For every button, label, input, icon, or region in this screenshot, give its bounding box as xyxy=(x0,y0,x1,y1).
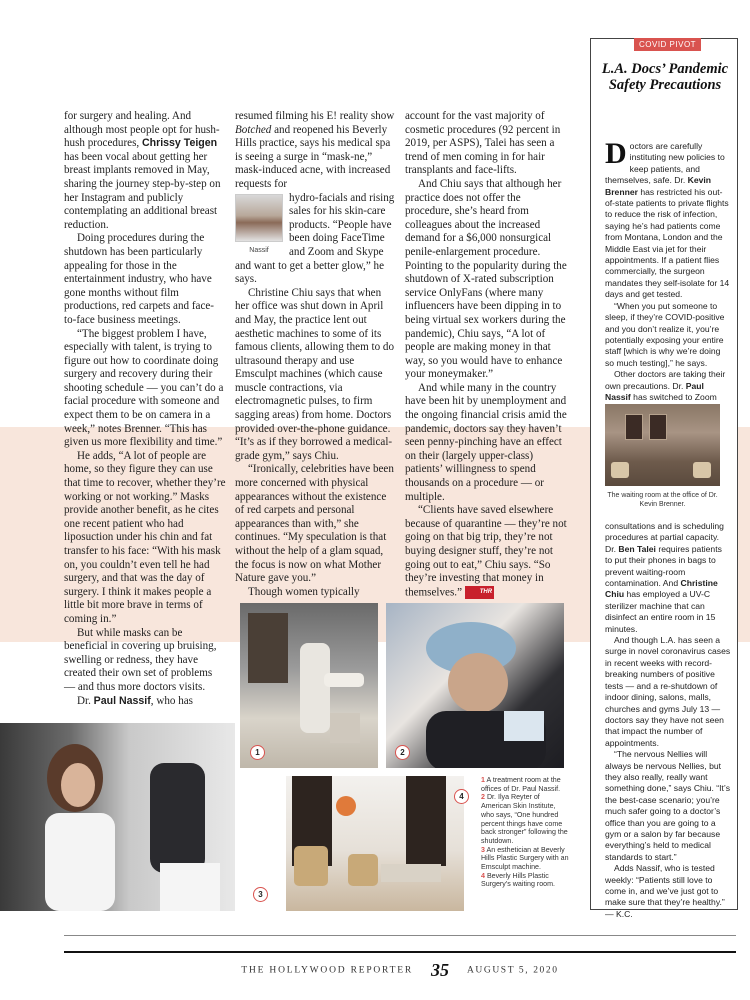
paragraph: And though L.A. has seen a surge in novel coronavirus cases in recent weeks with record-breaking numbers of positive tests — and a re-shutdown of indoor dining, salons, malls, churches and gyms July 13 — doctors say they have not seen that impact the number of appointments. xyxy=(605,635,731,748)
col2-paragraph-0-cont: hydro-facials and rising sales for his skin-care products. “People have been doing FaceTime and Zoom and Skype and want to get a better glow,” he says. xyxy=(235,191,395,286)
article-column-3 xyxy=(405,110,567,600)
photo-number-4: 4 xyxy=(454,789,469,804)
article-column-2 xyxy=(235,110,395,599)
paragraph: Adds Nassif, who is tested weekly: “Patients still love to come in, and we’ve just got to make sure that they’re healthy.” — K.C. xyxy=(605,863,725,919)
end-mark: THR xyxy=(465,586,494,600)
photo-caption-4: 4 Beverly Hills Plastic Surgery’s waiting room. xyxy=(481,871,555,889)
doctor-illustration xyxy=(386,603,564,768)
paragraph: And Chiu says that although her practice does not offer the procedure, she’s heard from colleagues about the increased demand for a $6,000 nonsurgical penile-enlargement procedure. Pointing to the popularity during the shutdown of X-rated subscription service OnlyFans (where many influencers have been dipping in to being virtual sex workers during the pandemic), Chiu says, “A lot of people are making money in that way, so you would have to enhance your moneymaker.” xyxy=(405,177,567,381)
footer-rule xyxy=(64,951,736,953)
wall-art xyxy=(625,414,643,440)
wall-art xyxy=(649,414,667,440)
paragraph: But while masks can be beneficial in covering up bruising, swelling or redness, they have created their own set of problems — and thus more doctors visits. xyxy=(64,626,217,693)
footer-rule-thin xyxy=(64,935,736,936)
waiting-room-caption: The waiting room at the office of Dr. Kevin Brenner. xyxy=(607,492,718,508)
photo-caption-2: 2 Dr. Ilya Reyter of American Skin Institute, who says, “One hundred percent things have come back stronger” following the shutdown. xyxy=(481,793,568,845)
headshot-caption: Nassif xyxy=(249,246,269,254)
page-number: 35 xyxy=(430,960,449,980)
paragraph: Dr. Paul Nassif, who has xyxy=(77,694,193,707)
chair-shape xyxy=(693,462,711,478)
sidebar-text-1 xyxy=(605,137,731,403)
paragraph: “Clients have saved elsewhere because of quarantine — they’re not going on that big trip, they’re not buying designer stuff, they’re not going out to eat,” Chiu says. “So they’re investing that money in themselves.” THR xyxy=(405,504,567,599)
paragraph: account for the vast majority of cosmetic procedures (92 percent in 2019, per ASPS), Talei has seen a trend of men coming in for hair transplants and face-lifts. xyxy=(405,110,561,177)
publication-name: THE HOLLYWOOD REPORTER xyxy=(241,965,413,976)
sidebar-tag: COVID PIVOT xyxy=(634,38,701,51)
article-column-1 xyxy=(64,110,226,708)
paragraph: “Ironically, celebrities have been more concerned with physical appearances without the existence of red carpets and personal appearances than with,” she continues. “My speculation is that without the help of a glam squad, the focus is now on what Mother Nature gave you.” xyxy=(235,463,394,585)
page-footer xyxy=(64,960,736,981)
paragraph: Christine Chiu says that when her office was shut down in April and May, the practice lent out aesthetic machines to some of its famous clients, allowing them to do ultrasound therapy and use Emsculpt machines (which cause muscle contractions, via electromagnetic pulses, to firm sagging areas) from home. Doctors provided over-the-phone guidance. “It’s as if they borrowed a medical-grade gym,” says Chiu. xyxy=(235,286,394,462)
col2-paragraph-0: resumed filming his E! reality show Botched and reopened his Beverly Hills practice, says his medical spa is seeing a surge in “mask-ne,” mask-induced acne, with increased requests for xyxy=(235,110,395,190)
paragraph: consultations and is scheduling procedures at partial capacity. Dr. Ben Talei requires patients to put their phones in bags to prevent waiting-room contamination. And Christine Chiu has employed a UV-C sterilizer machine that can disinfect an entire room in 15 minutes. xyxy=(605,521,724,634)
photo-number-2: 2 xyxy=(395,745,410,760)
waiting-room-photo-2 xyxy=(286,776,464,911)
chair-shape xyxy=(611,462,629,478)
treatment-room-photo xyxy=(240,603,378,768)
photo-number-3: 3 xyxy=(253,887,268,902)
drop-cap: D xyxy=(605,137,627,170)
treatment-chair-illustration xyxy=(240,603,378,768)
paragraph: Doing procedures during the shutdown has been particularly appealing for those in the entertainment industry, who have gone months without film productions, red carpets and face-to-face business meetings. xyxy=(64,232,215,326)
waiting-room-photo xyxy=(605,404,720,486)
sidebar-text-2 xyxy=(605,521,731,920)
waiting-room-illustration xyxy=(286,776,464,911)
doctor-photo xyxy=(386,603,564,768)
paragraph: Though women typically xyxy=(248,585,360,598)
paragraph: And while many in the country have been hit by unemployment and the ongoing financial crisis amid the pandemic, doctors say they haven’t seen penny-pinching have an effect on their (largely upper-class) patients’ willingness to spend thousands on a procedure — or multiple. xyxy=(405,381,567,503)
photo-caption-1: 1 A treatment room at the offices of Dr. Paul Nassif. xyxy=(481,776,561,793)
paragraph: Other doctors are taking their own precautions. Dr. Paul Nassif has switched to Zoom xyxy=(605,369,726,402)
paragraph: “The nervous Nellies will always be nervous Nellies, but they also really, really want something done,” says Chiu. “It’s the best-case scenario; you’re much safer going to a doctor’s office than you are going to a gym or a salon by far because everything’s held to medical standards to start.” xyxy=(605,749,730,862)
nassif-headshot xyxy=(235,194,283,258)
photo-number-1: 1 xyxy=(250,745,265,760)
paragraph: “When you put someone to sleep, if they’re COVID-positive and you don’t realize it, you’re potentially exposing your entire staff [which is why we’re doing so much testing],” he says. xyxy=(605,300,725,368)
nassif-photo xyxy=(235,194,283,242)
paragraph: octors are carefully instituting new policies to keep patients, and themselves, safe. Dr. Kevin Brenner has restricted his out-of-state patients to private flights to reduce the risk of infection, saying he’s had patients come from Montana, London and the Middle East via jet for their appointments. If a patient flies commercially, the surgeon mandates they self-isolate for 14 days and get tested. xyxy=(605,141,730,300)
photo-caption-3: 3 An esthetician at Beverly Hills Plastic Surgery with an Emsculpt machine. xyxy=(481,845,569,872)
paragraph: “The biggest problem I have, especially with talent, is trying to figure out how to coordinate doing surgery and recovery during their shooting schedule — you can’t do a facial procedure with someone and expect them to be on camera in a week,” notes Brenner. “This has given us more flexibility and time.” xyxy=(64,327,224,449)
paragraph: He adds, “A lot of people are home, so they figure they can use that time to recover, whether they’re working or not working.” Masks provide another benefit, as he cites one recent patient who had liposuction under his chin and fat transfer to his face: “With his mask on, you couldn’t even tell he had surgery, and that was the day of surgery. I think it makes people a little bit more brave in terms of coming in.” xyxy=(64,449,226,625)
esthetician-photo xyxy=(0,723,235,911)
issue-date: AUGUST 5, 2020 xyxy=(466,965,559,976)
photo-captions xyxy=(481,776,569,889)
paragraph: for surgery and healing. And although most people opt for hush-hush procedures, Chrissy Teigen has been vocal about getting her breast implants removed in May, sharing the journey step-by-step on her Instagram and publicly contemplating an additional breast reduction. xyxy=(64,110,221,231)
esthetician-illustration xyxy=(0,723,235,911)
sidebar-title: L.A. Docs’ Pandemic Safety Precautions xyxy=(601,61,729,93)
